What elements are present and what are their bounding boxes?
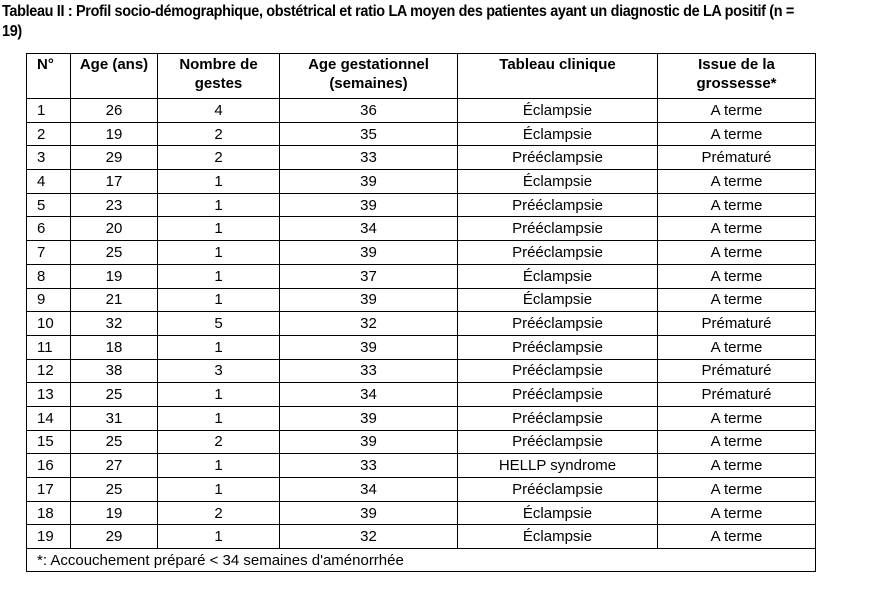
cell-outcome: Prématuré [658, 312, 816, 336]
cell-age: 17 [71, 170, 158, 194]
cell-clinical-picture: Éclampsie [458, 170, 658, 194]
cell-gestational-age: 34 [280, 217, 458, 241]
cell-number: 16 [27, 454, 71, 478]
cell-gestational-age: 36 [280, 99, 458, 123]
table-caption: Tableau II : Profil socio-démographique, obstétrical et ratio LA moyen des patientes ayant un diagnostic de LA positif (n = 19) [2, 3, 795, 40]
footnote-row [27, 549, 816, 572]
table-row [27, 359, 816, 383]
cell-gestures: 1 [158, 454, 280, 478]
cell-outcome: A terme [658, 478, 816, 502]
table-row [27, 525, 816, 549]
cell-clinical-picture: Éclampsie [458, 264, 658, 288]
cell-gestures: 4 [158, 99, 280, 123]
cell-outcome: A terme [658, 217, 816, 241]
cell-age: 29 [71, 146, 158, 170]
cell-age: 19 [71, 122, 158, 146]
cell-gestures: 2 [158, 122, 280, 146]
cell-outcome: A terme [658, 501, 816, 525]
cell-gestures: 3 [158, 359, 280, 383]
cell-age: 25 [71, 478, 158, 502]
cell-clinical-picture: Prééclampsie [458, 193, 658, 217]
cell-clinical-picture: Prééclampsie [458, 146, 658, 170]
table-row [27, 383, 816, 407]
cell-number: 19 [27, 525, 71, 549]
cell-outcome: A terme [658, 454, 816, 478]
cell-age: 19 [71, 264, 158, 288]
header-clinical-picture: Tableau clinique [458, 54, 658, 99]
cell-clinical-picture: Prééclampsie [458, 241, 658, 265]
cell-gestational-age: 39 [280, 501, 458, 525]
cell-age: 32 [71, 312, 158, 336]
cell-gestures: 1 [158, 193, 280, 217]
cell-number: 6 [27, 217, 71, 241]
table-row [27, 264, 816, 288]
cell-outcome: Prématuré [658, 383, 816, 407]
cell-gestational-age: 39 [280, 335, 458, 359]
cell-gestational-age: 33 [280, 454, 458, 478]
header-gestational-age: Age gestationnel (semaines) [280, 54, 458, 99]
cell-outcome: Prématuré [658, 359, 816, 383]
cell-outcome: A terme [658, 430, 816, 454]
cell-age: 25 [71, 241, 158, 265]
cell-gestures: 1 [158, 525, 280, 549]
cell-outcome: A terme [658, 241, 816, 265]
cell-outcome: A terme [658, 406, 816, 430]
table-row [27, 478, 816, 502]
cell-number: 14 [27, 406, 71, 430]
cell-gestational-age: 39 [280, 406, 458, 430]
cell-number: 18 [27, 501, 71, 525]
cell-age: 20 [71, 217, 158, 241]
cell-gestures: 1 [158, 241, 280, 265]
cell-number: 8 [27, 264, 71, 288]
cell-clinical-picture: Prééclampsie [458, 430, 658, 454]
cell-gestures: 2 [158, 501, 280, 525]
cell-age: 25 [71, 383, 158, 407]
table-header [27, 54, 816, 99]
table-row [27, 99, 816, 123]
cell-gestational-age: 39 [280, 193, 458, 217]
cell-gestational-age: 32 [280, 525, 458, 549]
table-row [27, 312, 816, 336]
cell-clinical-picture: Éclampsie [458, 525, 658, 549]
cell-number: 12 [27, 359, 71, 383]
footnote: *: Accouchement préparé < 34 semaines d'aménorrhée [27, 549, 816, 572]
header-gestures: Nombre de gestes [158, 54, 280, 99]
cell-clinical-picture: Prééclampsie [458, 359, 658, 383]
table-row [27, 406, 816, 430]
cell-age: 18 [71, 335, 158, 359]
table-row [27, 122, 816, 146]
table-row [27, 170, 816, 194]
cell-outcome: Prématuré [658, 146, 816, 170]
cell-age: 23 [71, 193, 158, 217]
cell-number: 2 [27, 122, 71, 146]
table-footer [27, 549, 816, 572]
table-row [27, 288, 816, 312]
cell-outcome: A terme [658, 170, 816, 194]
cell-clinical-picture: Prééclampsie [458, 335, 658, 359]
cell-number: 4 [27, 170, 71, 194]
cell-gestational-age: 35 [280, 122, 458, 146]
cell-clinical-picture: HELLP syndrome [458, 454, 658, 478]
cell-outcome: A terme [658, 288, 816, 312]
cell-age: 26 [71, 99, 158, 123]
cell-gestures: 1 [158, 406, 280, 430]
cell-gestational-age: 39 [280, 288, 458, 312]
cell-gestational-age: 33 [280, 146, 458, 170]
header-number: N° [27, 54, 71, 99]
table-row [27, 430, 816, 454]
table-row [27, 217, 816, 241]
cell-outcome: A terme [658, 122, 816, 146]
cell-age: 25 [71, 430, 158, 454]
table-row [27, 241, 816, 265]
cell-clinical-picture: Éclampsie [458, 122, 658, 146]
cell-gestational-age: 34 [280, 478, 458, 502]
table-row [27, 335, 816, 359]
cell-gestational-age: 33 [280, 359, 458, 383]
cell-clinical-picture: Prééclampsie [458, 383, 658, 407]
cell-gestures: 1 [158, 383, 280, 407]
cell-outcome: A terme [658, 525, 816, 549]
cell-clinical-picture: Prééclampsie [458, 478, 658, 502]
cell-age: 29 [71, 525, 158, 549]
cell-number: 11 [27, 335, 71, 359]
cell-number: 9 [27, 288, 71, 312]
cell-number: 3 [27, 146, 71, 170]
cell-age: 38 [71, 359, 158, 383]
cell-number: 10 [27, 312, 71, 336]
header-row [27, 54, 816, 99]
cell-number: 7 [27, 241, 71, 265]
cell-gestures: 5 [158, 312, 280, 336]
table-body [27, 99, 816, 549]
table-row [27, 501, 816, 525]
cell-gestational-age: 39 [280, 430, 458, 454]
cell-number: 13 [27, 383, 71, 407]
cell-gestures: 1 [158, 288, 280, 312]
cell-outcome: A terme [658, 193, 816, 217]
cell-gestational-age: 34 [280, 383, 458, 407]
table-row [27, 146, 816, 170]
cell-gestational-age: 39 [280, 170, 458, 194]
cell-number: 1 [27, 99, 71, 123]
cell-age: 27 [71, 454, 158, 478]
table-row [27, 193, 816, 217]
cell-gestational-age: 39 [280, 241, 458, 265]
cell-clinical-picture: Éclampsie [458, 99, 658, 123]
cell-clinical-picture: Prééclampsie [458, 312, 658, 336]
cell-gestures: 2 [158, 146, 280, 170]
cell-age: 21 [71, 288, 158, 312]
patient-profile-table [26, 53, 816, 572]
cell-clinical-picture: Éclampsie [458, 501, 658, 525]
cell-gestures: 1 [158, 217, 280, 241]
cell-age: 31 [71, 406, 158, 430]
header-pregnancy-outcome: Issue de la grossesse* [658, 54, 816, 99]
cell-clinical-picture: Éclampsie [458, 288, 658, 312]
cell-clinical-picture: Prééclampsie [458, 406, 658, 430]
cell-number: 5 [27, 193, 71, 217]
cell-outcome: A terme [658, 264, 816, 288]
cell-clinical-picture: Prééclampsie [458, 217, 658, 241]
cell-gestures: 2 [158, 430, 280, 454]
cell-gestures: 1 [158, 335, 280, 359]
cell-gestational-age: 32 [280, 312, 458, 336]
cell-age: 19 [71, 501, 158, 525]
table-row [27, 454, 816, 478]
cell-gestures: 1 [158, 478, 280, 502]
cell-gestational-age: 37 [280, 264, 458, 288]
cell-number: 17 [27, 478, 71, 502]
cell-gestures: 1 [158, 264, 280, 288]
header-age: Age (ans) [71, 54, 158, 99]
cell-outcome: A terme [658, 335, 816, 359]
cell-gestures: 1 [158, 170, 280, 194]
cell-outcome: A terme [658, 99, 816, 123]
cell-number: 15 [27, 430, 71, 454]
